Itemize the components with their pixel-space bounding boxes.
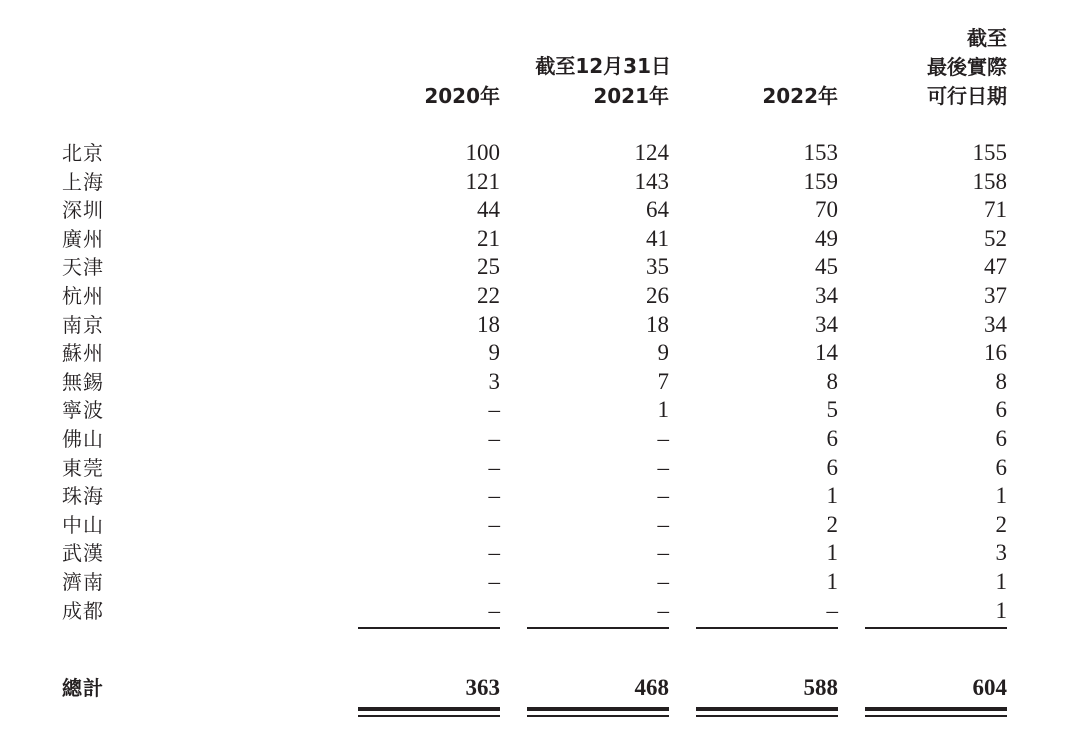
- city-label: 天津: [62, 255, 104, 280]
- table-row: [0, 511, 1080, 539]
- value-cell: 34: [984, 311, 1007, 337]
- value-cell: 124: [634, 140, 669, 165]
- city-label: 深圳: [62, 198, 104, 223]
- double-rule-thin: [527, 715, 669, 717]
- value-cell: –: [657, 426, 669, 451]
- table-row: [0, 539, 1080, 567]
- header-latest-line3: 可行日期: [927, 84, 1007, 108]
- double-rule-thin: [865, 715, 1007, 717]
- header-group-label: 截至12月31日: [535, 54, 671, 78]
- header-latest-line1: 截至: [967, 26, 1007, 50]
- value-cell: 49: [815, 225, 838, 251]
- value-cell: 2: [995, 511, 1007, 537]
- value-cell: 47: [984, 254, 1007, 280]
- header-2020: 2020年: [424, 84, 500, 108]
- city-label: 中山: [62, 512, 104, 537]
- value-cell: –: [488, 511, 500, 537]
- value-cell: 8: [995, 368, 1007, 394]
- value-cell: 37: [984, 283, 1007, 308]
- subtotal-rule: [696, 627, 838, 629]
- value-cell: –: [657, 511, 669, 537]
- value-cell: 44: [477, 197, 500, 223]
- value-cell: 3: [488, 368, 500, 394]
- value-cell: –: [488, 540, 500, 566]
- table-row: [0, 396, 1080, 424]
- value-cell: –: [488, 397, 500, 423]
- value-cell: 1: [995, 597, 1007, 623]
- subtotal-rule: [865, 627, 1007, 629]
- table-row: [0, 425, 1080, 453]
- value-cell: 6: [826, 454, 838, 480]
- city-label: 北京: [62, 141, 104, 165]
- city-label: 武漢: [62, 541, 104, 566]
- double-rule-thick: [696, 707, 838, 711]
- value-cell: –: [657, 483, 669, 509]
- table-row: [0, 339, 1080, 367]
- value-cell: 6: [995, 397, 1007, 423]
- value-cell: –: [488, 426, 500, 451]
- table-row: [0, 282, 1080, 310]
- value-cell: –: [488, 454, 500, 480]
- value-cell: 1: [826, 483, 838, 509]
- value-cell: 1: [826, 540, 838, 566]
- city-label: 上海: [62, 169, 104, 194]
- value-cell: –: [657, 569, 669, 594]
- value-cell: –: [488, 569, 500, 594]
- value-cell: 5: [826, 397, 838, 423]
- value-cell: 26: [646, 283, 669, 308]
- value-cell: 16: [984, 340, 1007, 366]
- value-cell: 158: [972, 168, 1007, 194]
- city-label: 寧波: [62, 398, 104, 423]
- value-cell: 121: [465, 168, 500, 194]
- total-row: [0, 674, 1080, 702]
- value-cell: 41: [646, 225, 669, 251]
- city-label: 濟南: [62, 570, 104, 594]
- subtotal-rule: [527, 627, 669, 629]
- value-cell: 52: [984, 225, 1007, 251]
- city-label: 成都: [62, 598, 104, 623]
- value-cell: 6: [995, 454, 1007, 480]
- value-cell: 7: [657, 368, 669, 394]
- value-cell: 1: [995, 569, 1007, 594]
- value-cell: 34: [815, 283, 838, 308]
- table-row: [0, 482, 1080, 510]
- value-cell: 71: [984, 197, 1007, 223]
- value-cell: 14: [815, 340, 838, 366]
- table-row: [0, 253, 1080, 281]
- value-cell: –: [826, 597, 838, 623]
- value-cell: 18: [646, 311, 669, 337]
- subtotal-rule: [358, 627, 500, 629]
- value-cell: 64: [646, 197, 669, 223]
- header-2021: 2021年: [593, 84, 669, 108]
- total-latest: 604: [972, 675, 1007, 700]
- double-rule-thick: [527, 707, 669, 711]
- double-rule-thick: [358, 707, 500, 711]
- total-2022: 588: [803, 675, 838, 700]
- table-row: [0, 139, 1080, 167]
- header-latest-line2: 最後實際: [927, 55, 1007, 79]
- value-cell: 9: [657, 340, 669, 366]
- value-cell: 2: [826, 511, 838, 537]
- total-2020: 363: [465, 675, 500, 700]
- value-cell: 8: [826, 368, 838, 394]
- total-label: 總計: [62, 676, 104, 700]
- table-row: [0, 597, 1080, 625]
- value-cell: –: [657, 454, 669, 480]
- city-label: 廣州: [62, 226, 104, 251]
- value-cell: 9: [488, 340, 500, 366]
- double-rule-thin: [358, 715, 500, 717]
- value-cell: 155: [972, 140, 1007, 165]
- value-cell: 3: [995, 540, 1007, 566]
- value-cell: 159: [803, 168, 838, 194]
- table-row: [0, 196, 1080, 224]
- value-cell: –: [488, 483, 500, 509]
- value-cell: –: [657, 540, 669, 566]
- value-cell: 143: [634, 168, 669, 194]
- value-cell: 70: [815, 197, 838, 223]
- value-cell: –: [488, 597, 500, 623]
- double-rule-thin: [696, 715, 838, 717]
- table-row: [0, 311, 1080, 339]
- value-cell: 6: [995, 426, 1007, 451]
- value-cell: –: [657, 597, 669, 623]
- value-cell: 6: [826, 426, 838, 451]
- table-row: [0, 454, 1080, 482]
- city-label: 珠海: [62, 484, 104, 509]
- value-cell: 153: [803, 140, 838, 165]
- value-cell: 1: [657, 397, 669, 423]
- value-cell: 22: [477, 283, 500, 308]
- table-row: [0, 168, 1080, 196]
- value-cell: 45: [815, 254, 838, 280]
- city-label: 佛山: [62, 427, 104, 451]
- value-cell: 25: [477, 254, 500, 280]
- city-label: 東莞: [62, 455, 104, 480]
- total-2021: 468: [634, 675, 669, 700]
- value-cell: 34: [815, 311, 838, 337]
- city-label: 無錫: [62, 369, 104, 394]
- header-2022: 2022年: [762, 84, 838, 108]
- city-label: 杭州: [62, 284, 104, 308]
- value-cell: 21: [477, 225, 500, 251]
- table-row: [0, 225, 1080, 253]
- value-cell: 18: [477, 311, 500, 337]
- value-cell: 35: [646, 254, 669, 280]
- table-row: [0, 368, 1080, 396]
- double-rule-thick: [865, 707, 1007, 711]
- value-cell: 1: [826, 569, 838, 594]
- city-label: 蘇州: [62, 341, 104, 366]
- value-cell: 1: [995, 483, 1007, 509]
- value-cell: 100: [465, 140, 500, 165]
- table-row: [0, 568, 1080, 596]
- city-label: 南京: [62, 312, 104, 337]
